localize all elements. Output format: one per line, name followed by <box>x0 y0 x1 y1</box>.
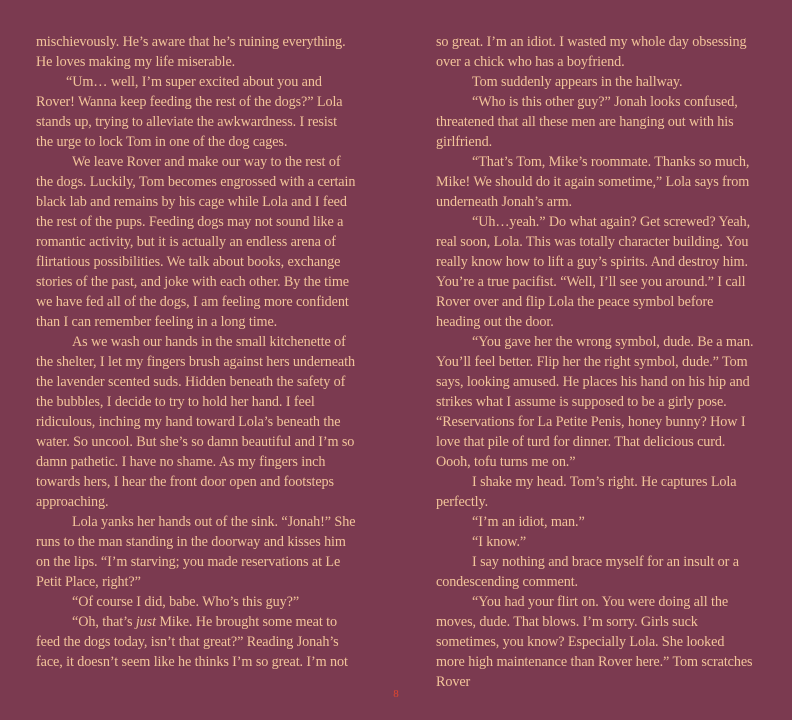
paragraph: We leave Rover and make our way to the rest of the dogs. Luckily, Tom becomes engrossed with a certain black lab and remains by his cage while Lola and I feed the rest of the pups. Feeding dogs may not sound like a romantic activity, but it is actually an endless arena of flirtatious possibilities. We talk about books, exchange stories of the past, and joke with each other. By the time we have fed all of the dogs, I am feeling more confident than I can remember feeling in a long time. <box>36 154 356 330</box>
paragraph: so great. I’m an idiot. I wasted my whole day obsessing over a chick who has a boyfriend. <box>436 34 747 70</box>
text-run: Mike. He brought some meat to feed the dogs today, isn’t that great?” Reading Jonah’s face, it doesn’t seem like he thinks I’m so great. I’m not <box>36 614 348 670</box>
paragraph: “Who is this other guy?” Jonah looks confused, threatened that all these men are hanging out with his girlfriend. <box>436 94 738 150</box>
paragraph: I say nothing and brace myself for an insult or a condescending comment. <box>436 554 739 590</box>
paragraph: “That’s Tom, Mike’s roommate. Thanks so much, Mike! We should do it again sometime,” Lola says from underneath Jonah’s arm. <box>436 154 750 210</box>
paragraph: As we wash our hands in the small kitchenette of the shelter, I let my fingers brush against hers underneath the lavender scented suds. Hidden beneath the safety of the bubbles, I decide to try to hold her hand. I feel ridiculous, inching my hand toward Lola’s beneath the water. So uncool. But she’s so damn beautiful and I’m so damn pathetic. I have no shame. As my fingers inch towards hers, I hear the front door open and footsteps approaching. <box>36 334 355 510</box>
right-text-column <box>436 32 756 692</box>
page-number: 8 <box>393 688 399 700</box>
paragraph: “I know.” <box>472 534 527 550</box>
left-text-column <box>36 32 356 672</box>
paragraph: “You gave her the wrong symbol, dude. Be a man. You’ll feel better. Flip her the right symbol, dude.” Tom says, looking amused. He places his hand on his hip and strikes what I assume is supposed to be a girly pose. “Reservations for La Petite Penis, honey bunny? How I love that pile of turd for dinner. That delicious curd. Oooh, tofu turns me on.” <box>436 334 754 470</box>
paragraph: Lola yanks her hands out of the sink. “Jonah!” She runs to the man standing in the doorway and kisses him on the lips. “I’m starving; you made reservations at Le Petit Place, right?” <box>36 514 356 590</box>
paragraph <box>36 612 356 672</box>
paragraph: “I’m an idiot, man.” <box>472 514 585 530</box>
paragraph: Tom suddenly appears in the hallway. <box>472 74 683 90</box>
paragraph: “You had your flirt on. You were doing all the moves, dude. That blows. I’m sorry. Girls suck sometimes, you know? Especially Lola. She looked more high maintenance than Rover here.” Tom scratches Rover <box>436 594 753 690</box>
paragraph: “Of course I did, babe. Who’s this guy?” <box>72 594 300 610</box>
paragraph: “Uh…yeah.” Do what again? Get screwed? Yeah, real soon, Lola. This was totally character building. You really know how to lift a guy’s spirits. And destroy him. You’re a true pacifist. “Well, I’ll see you around.” I call Rover over and flip Lola the peace symbol before heading out the door. <box>436 214 751 330</box>
paragraph: mischievously. He’s aware that he’s ruining everything. He loves making my life miserable. <box>36 34 346 70</box>
paragraph: “Um… well, I’m super excited about you and Rover! Wanna keep feeding the rest of the dogs?” Lola stands up, trying to alleviate the awkwardness. I resist the urge to lock Tom in one of the dog cages. <box>36 74 343 150</box>
paragraph: I shake my head. Tom’s right. He captures Lola perfectly. <box>436 474 737 510</box>
text-run: “Oh, that’s <box>72 614 136 630</box>
italic-emphasis: just <box>135 614 156 630</box>
